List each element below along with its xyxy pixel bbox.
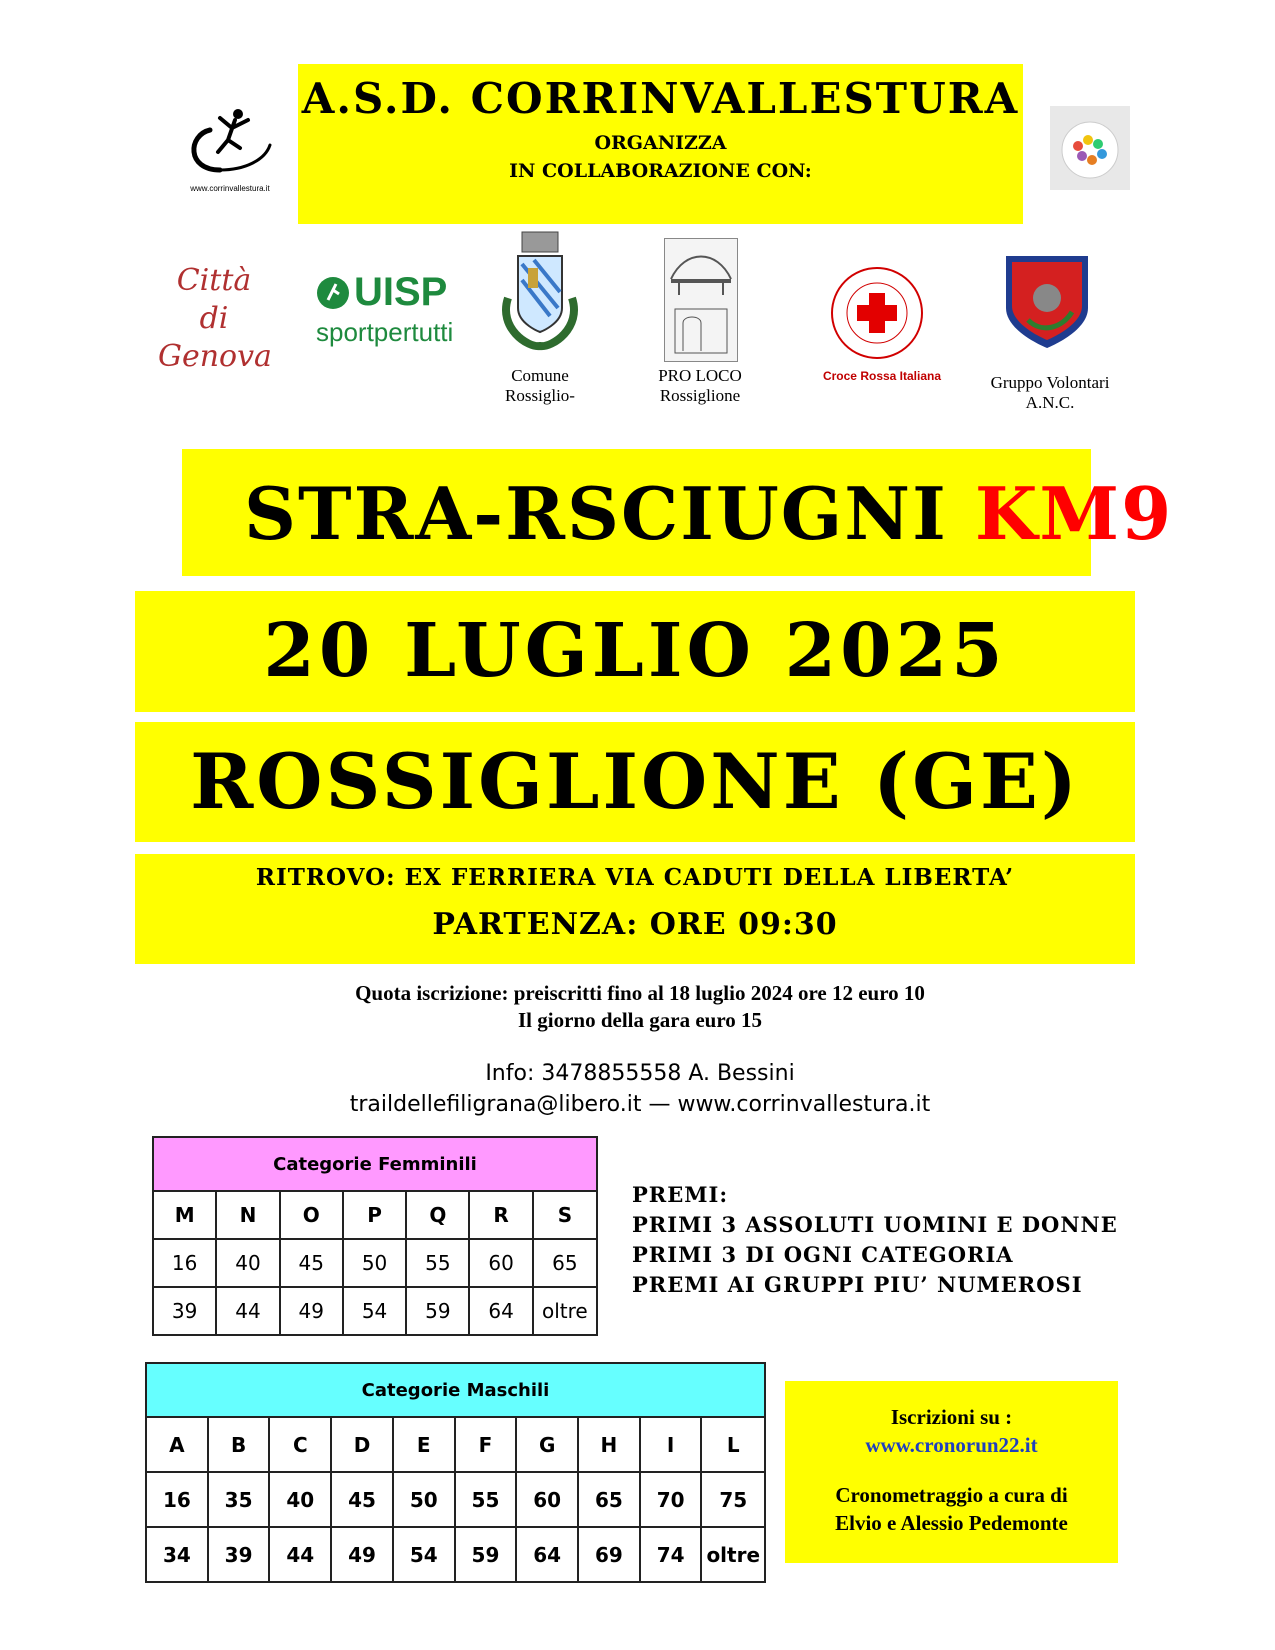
female-category-letter: Q	[406, 1191, 469, 1239]
crest-icon	[488, 228, 592, 354]
anc-caption-line2: A.N.C.	[1025, 393, 1075, 412]
proloco-caption	[640, 366, 760, 406]
female-category-letter: M	[153, 1191, 216, 1239]
female-age-to: 54	[343, 1287, 406, 1335]
timing-line-1: Cronometraggio a cura di	[835, 1483, 1068, 1507]
uisp-runner-icon	[316, 276, 350, 310]
prize-item: PREMI AI GRUPPI PIU’ NUMEROSI	[632, 1272, 1083, 1297]
event-title	[244, 471, 1173, 556]
organizer-title: A.S.D. CORRINVALLESTURA	[301, 74, 1020, 123]
female-table-title: Categorie Femminili	[153, 1137, 597, 1191]
prize-item: PRIMI 3 DI OGNI CATEGORIA	[632, 1242, 1014, 1267]
female-age-to: 44	[216, 1287, 279, 1335]
registration-label: Iscrizioni su :	[890, 1405, 1013, 1429]
female-age-from: 55	[406, 1239, 469, 1287]
registration-fees	[220, 980, 1060, 1034]
female-category-letter: P	[343, 1191, 406, 1239]
male-category-letter: I	[640, 1417, 702, 1472]
male-age-to: 69	[578, 1527, 640, 1582]
uisp-subtext: sportpertutti	[316, 317, 454, 347]
citta-di-genova-logo	[158, 262, 272, 374]
female-age-from: 65	[533, 1239, 597, 1287]
event-place-banner	[135, 722, 1135, 842]
male-age-from: 50	[393, 1472, 455, 1527]
red-cross-icon	[830, 266, 924, 360]
male-age-from: 65	[578, 1472, 640, 1527]
event-name: STRA-RSCIUGNI	[244, 471, 948, 556]
male-age-from: 60	[516, 1472, 578, 1527]
comune-caption	[470, 366, 610, 406]
female-age-to: 39	[153, 1287, 216, 1335]
anc-shield-icon	[1002, 248, 1092, 352]
male-category-letter: A	[146, 1417, 208, 1472]
proloco-caption-line2: Rossiglione	[659, 386, 741, 405]
start-time: PARTENZA: ORE 09:30	[432, 907, 838, 942]
female-age-from: 45	[280, 1239, 343, 1287]
proloco-caption-line1: PRO LOCO	[658, 366, 742, 385]
male-age-to: 74	[640, 1527, 702, 1582]
female-age-from: 40	[216, 1239, 279, 1287]
male-age-to: 59	[455, 1527, 517, 1582]
male-age-to: 44	[269, 1527, 331, 1582]
male-age-to: oltre	[701, 1527, 765, 1582]
female-category-letter: S	[533, 1191, 597, 1239]
male-category-letter: F	[455, 1417, 517, 1472]
registration-link[interactable]: www.cronorun22.it	[865, 1433, 1038, 1457]
male-category-letter: H	[578, 1417, 640, 1472]
genova-line2: Genova	[158, 339, 272, 374]
runner-icon	[180, 100, 280, 180]
fee-line-1: Quota iscrizione: preiscritti fino al 18 luglio 2024 ore 12 euro 10	[355, 981, 925, 1005]
female-category-letter: R	[469, 1191, 532, 1239]
event-title-banner	[182, 449, 1174, 576]
fee-line-2: Il giorno della gara euro 15	[517, 1008, 763, 1032]
male-age-from: 35	[208, 1472, 270, 1527]
female-age-to: oltre	[533, 1287, 597, 1335]
corrinvallestura-url: www.corrinvallestura.it	[190, 184, 270, 193]
bridge-icon	[665, 239, 737, 361]
male-category-letter: B	[208, 1417, 270, 1472]
male-age-from: 16	[146, 1472, 208, 1527]
anc-logo	[1002, 248, 1092, 352]
croce-rossa-caption: Croce Rossa Italiana	[822, 369, 942, 383]
event-date-banner	[135, 591, 1135, 712]
female-categories-table	[152, 1136, 598, 1336]
uisp-text: UISP	[354, 270, 448, 314]
anc-caption-line1: Gruppo Volontari	[990, 373, 1110, 392]
organizer-banner	[298, 64, 1023, 224]
info-email-web: traildellefiligrana@libero.it — www.corrinvallestura.it	[349, 1092, 931, 1117]
event-distance: KM9	[974, 471, 1174, 556]
male-age-from: 55	[455, 1472, 517, 1527]
female-age-from: 60	[469, 1239, 532, 1287]
hands-icon	[1050, 106, 1130, 190]
male-age-from: 70	[640, 1472, 702, 1527]
volunteer-hands-logo	[1050, 106, 1130, 190]
comune-caption-line1: Comune	[511, 366, 569, 385]
croce-rossa-logo	[830, 266, 924, 360]
female-age-from: 16	[153, 1239, 216, 1287]
male-age-to: 34	[146, 1527, 208, 1582]
event-details-banner	[135, 854, 1135, 964]
anc-caption	[960, 373, 1140, 413]
info-phone: Info: 3478855558 A. Bessini	[485, 1061, 795, 1086]
organizer-subtitle: ORGANIZZA	[594, 132, 727, 154]
male-age-from: 40	[269, 1472, 331, 1527]
male-age-to: 39	[208, 1527, 270, 1582]
prizes-block	[632, 1180, 1118, 1300]
genova-line1: Città di	[176, 263, 252, 336]
uisp-logo	[316, 270, 456, 360]
male-categories-table	[145, 1362, 766, 1583]
female-age-from: 50	[343, 1239, 406, 1287]
registration-box	[785, 1381, 1118, 1563]
comune-crest	[488, 228, 592, 354]
prize-item: PRIMI 3 ASSOLUTI UOMINI E DONNE	[632, 1212, 1118, 1237]
male-age-from: 75	[701, 1472, 765, 1527]
male-age-to: 64	[516, 1527, 578, 1582]
meeting-point: RITROVO: EX FERRIERA VIA CADUTI DELLA LIBERTA’	[255, 864, 1015, 891]
female-age-to: 59	[406, 1287, 469, 1335]
female-category-letter: O	[280, 1191, 343, 1239]
male-category-letter: C	[269, 1417, 331, 1472]
female-age-to: 49	[280, 1287, 343, 1335]
male-category-letter: L	[701, 1417, 765, 1472]
event-date: 20 LUGLIO 2025	[263, 608, 1007, 694]
male-category-letter: G	[516, 1417, 578, 1472]
event-place: ROSSIGLIONE (GE)	[190, 737, 1080, 826]
male-category-letter: D	[331, 1417, 393, 1472]
female-category-letter: N	[216, 1191, 279, 1239]
prizes-title: PREMI:	[632, 1182, 729, 1207]
collaboration-subtitle: IN COLLABORAZIONE CON:	[509, 160, 812, 182]
male-age-to: 54	[393, 1527, 455, 1582]
timing-line-2: Elvio e Alessio Pedemonte	[835, 1511, 1068, 1535]
male-category-letter: E	[393, 1417, 455, 1472]
contact-info	[200, 1058, 1080, 1120]
male-age-to: 49	[331, 1527, 393, 1582]
male-table-title: Categorie Maschili	[146, 1363, 765, 1417]
proloco-logo	[664, 238, 738, 362]
comune-caption-line2: Rossiglio-	[505, 386, 575, 405]
female-age-to: 64	[469, 1287, 532, 1335]
male-age-from: 45	[331, 1472, 393, 1527]
corrinvallestura-logo	[180, 100, 280, 193]
